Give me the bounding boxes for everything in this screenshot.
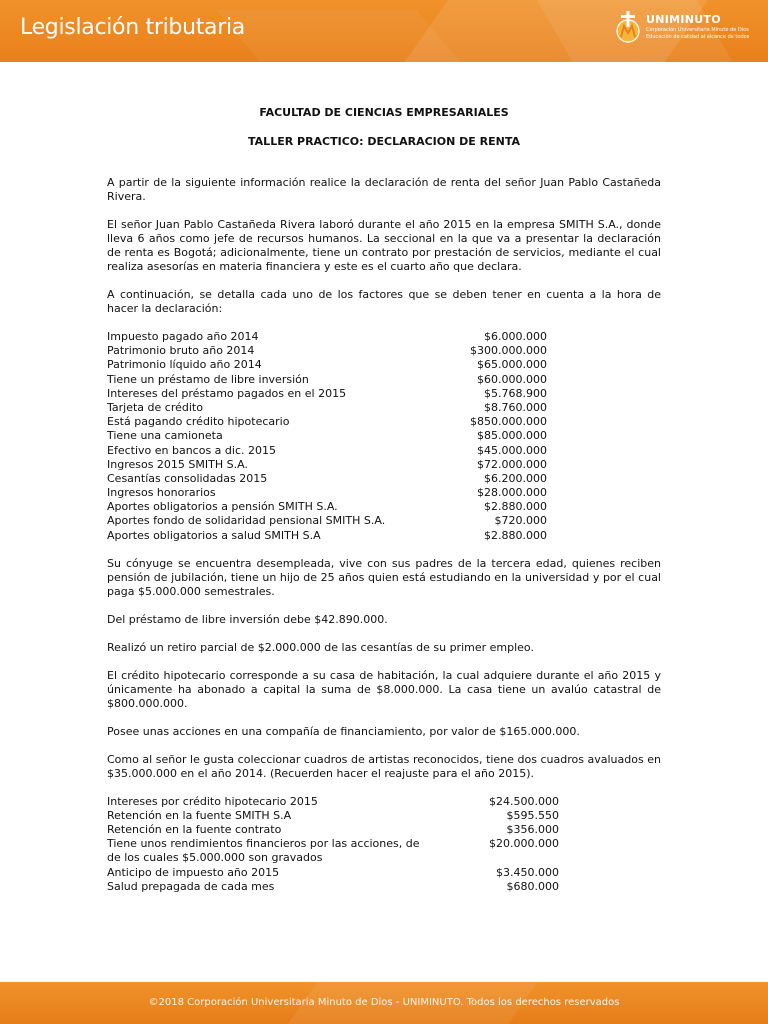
factor-label: Impuesto pagado año 2014 (107, 330, 259, 343)
logo-name: UNIMINUTO (646, 13, 721, 26)
mortgage-paragraph: El crédito hipotecario corresponde a su casa de habitación, la cual adquiere durante el año 2015 y únicamente ha abonado a capital la suma de $8.000.000. La casa tiene un avalúo catastral de $800.000.000. (107, 668, 661, 710)
item-value: $680.000 (506, 879, 559, 893)
factor-value: $60.000.000 (477, 372, 547, 386)
factor-label: Patrimonio bruto año 2014 (107, 344, 255, 358)
item-value: $20.000.000 (489, 837, 559, 851)
list-item (107, 472, 661, 486)
item-label-continued: de los cuales $5.000.000 son gravados (107, 851, 323, 865)
item-value: $3.450.000 (496, 865, 559, 879)
factor-value: $28.000.000 (477, 486, 547, 500)
item-label: Anticipo de impuesto año 2015 (107, 865, 280, 879)
list-item (107, 514, 661, 528)
item-label: Intereses por crédito hipotecario 2015 (107, 794, 318, 808)
factor-value: $85.000.000 (477, 429, 547, 443)
factor-label: Aportes obligatorios a salud SMITH S.A (107, 528, 321, 542)
item-label: Retención en la fuente SMITH S.A (107, 809, 292, 822)
factor-label: Aportes obligatorios a pensión SMITH S.A. (107, 500, 338, 514)
list-item (107, 823, 661, 837)
list-item (107, 500, 661, 514)
factor-value: $5.768.900 (484, 386, 547, 400)
factors-list (107, 330, 661, 543)
factor-label: Efectivo en bancos a dic. 2015 (107, 443, 276, 457)
list-item (107, 401, 661, 415)
workshop-heading: TALLER PRACTICO: DECLARACION DE RENTA (248, 135, 520, 148)
factor-value: $6.000.000 (484, 330, 547, 343)
header-title: Legislación tributaria (20, 15, 245, 40)
factor-value: $2.880.000 (484, 500, 547, 514)
factor-label: Ingresos honorarios (107, 486, 216, 500)
list-item (107, 415, 661, 429)
item-label: Tiene unos rendimientos financieros por las acciones, de (107, 837, 420, 851)
list-item (107, 866, 661, 880)
factor-label: Tiene un préstamo de libre inversión (107, 372, 309, 386)
spouse-paragraph: Su cónyuge se encuentra desempleada, vive con sus padres de la tercera edad, quienes reciben pensión de jubilación, tiene un hijo de 25 años quien está estudiando en la universidad y por el cual paga $5.000.000 semestrales. (107, 556, 661, 598)
loan-debt-paragraph: Del préstamo de libre inversión debe $42.890.000. (107, 612, 388, 626)
item-value: $356.000 (506, 823, 559, 837)
faculty-heading: FACULTAD DE CIENCIAS EMPRESARIALES (259, 106, 509, 119)
additional-items-list (107, 795, 661, 894)
item-value: $24.500.000 (489, 794, 559, 808)
factor-label: Tiene una camioneta (107, 429, 223, 443)
item-label: Retención en la fuente contrato (107, 823, 282, 837)
uniminuto-logo (614, 11, 750, 47)
copyright-text: ©2018 Corporación Universitaria Minuto de Dios - UNIMINUTO. Todos los derechos reservados (148, 997, 620, 1008)
list-item (107, 529, 661, 543)
item-value: $595.550 (506, 809, 559, 822)
list-item (107, 358, 661, 372)
list-item (107, 837, 661, 865)
factor-value: $300.000.000 (470, 344, 547, 358)
factor-label: Cesantías consolidadas 2015 (107, 471, 268, 485)
factor-value: $850.000.000 (470, 415, 547, 429)
list-item (107, 344, 661, 358)
item-label: Salud prepagada de cada mes (107, 879, 275, 893)
page-header (0, 0, 768, 62)
document-body (107, 106, 661, 894)
factor-value: $45.000.000 (477, 443, 547, 457)
list-item (107, 458, 661, 472)
list-item (107, 880, 661, 894)
severance-withdrawal-paragraph: Realizó un retiro parcial de $2.000.000 de las cesantías de su primer empleo. (107, 640, 534, 654)
factors-intro-paragraph: A continuación, se detalla cada uno de los factores que se deben tener en cuenta a la hora de hacer la declaración: (107, 288, 661, 315)
factor-label: Aportes fondo de solidaridad pensional SMITH S.A. (107, 514, 386, 528)
factor-value: $8.760.000 (484, 400, 547, 414)
uniminuto-logo-icon (614, 11, 642, 45)
factor-label: Intereses del préstamo pagados en el 2015 (107, 386, 347, 400)
paintings-paragraph: Como al señor le gusta coleccionar cuadros de artistas reconocidos, tiene dos cuadros avaluados en $35.000.000 en el año 2014. (Recuerden hacer el reajuste para el año 2015). (107, 752, 661, 780)
factor-label: Patrimonio líquido año 2014 (107, 358, 262, 372)
factor-value: $6.200.000 (484, 471, 547, 485)
logo-line-1: Corporación Universitaria Minuto de Dios (646, 27, 749, 33)
list-item (107, 486, 661, 500)
list-item (107, 387, 661, 401)
shares-paragraph: Posee unas acciones en una compañía de financiamiento, por valor de $165.000.000. (107, 724, 580, 738)
list-item (107, 809, 661, 823)
intro-paragraph: A partir de la siguiente información realice la declaración de renta del señor Juan Pablo Castañeda Rivera. (107, 176, 661, 203)
factor-value: $720.000 (494, 514, 547, 528)
list-item (107, 429, 661, 443)
factor-value: $65.000.000 (477, 358, 547, 372)
page-footer (0, 982, 768, 1024)
factor-label: Ingresos 2015 SMITH S.A. (107, 457, 248, 471)
list-item (107, 444, 661, 458)
list-item (107, 330, 661, 344)
factor-value: $72.000.000 (477, 457, 547, 471)
list-item (107, 373, 661, 387)
logo-line-2: Educación de calidad al alcance de todos (646, 34, 750, 40)
factor-label: Tarjeta de crédito (107, 400, 203, 414)
factor-label: Está pagando crédito hipotecario (107, 415, 290, 429)
background-paragraph: El señor Juan Pablo Castañeda Rivera laboró durante el año 2015 en la empresa SMITH S.A., donde lleva 6 años como jefe de recursos humanos. La seccional en la que va a presentar la declaración de renta es Bogotá; adicionalmente, tiene un contrato por prestación de servicios, mediante el cual realiza asesorías en materia financiera y este es el cuarto año que declara. (107, 218, 661, 273)
list-item (107, 795, 661, 809)
factor-value: $2.880.000 (484, 528, 547, 542)
